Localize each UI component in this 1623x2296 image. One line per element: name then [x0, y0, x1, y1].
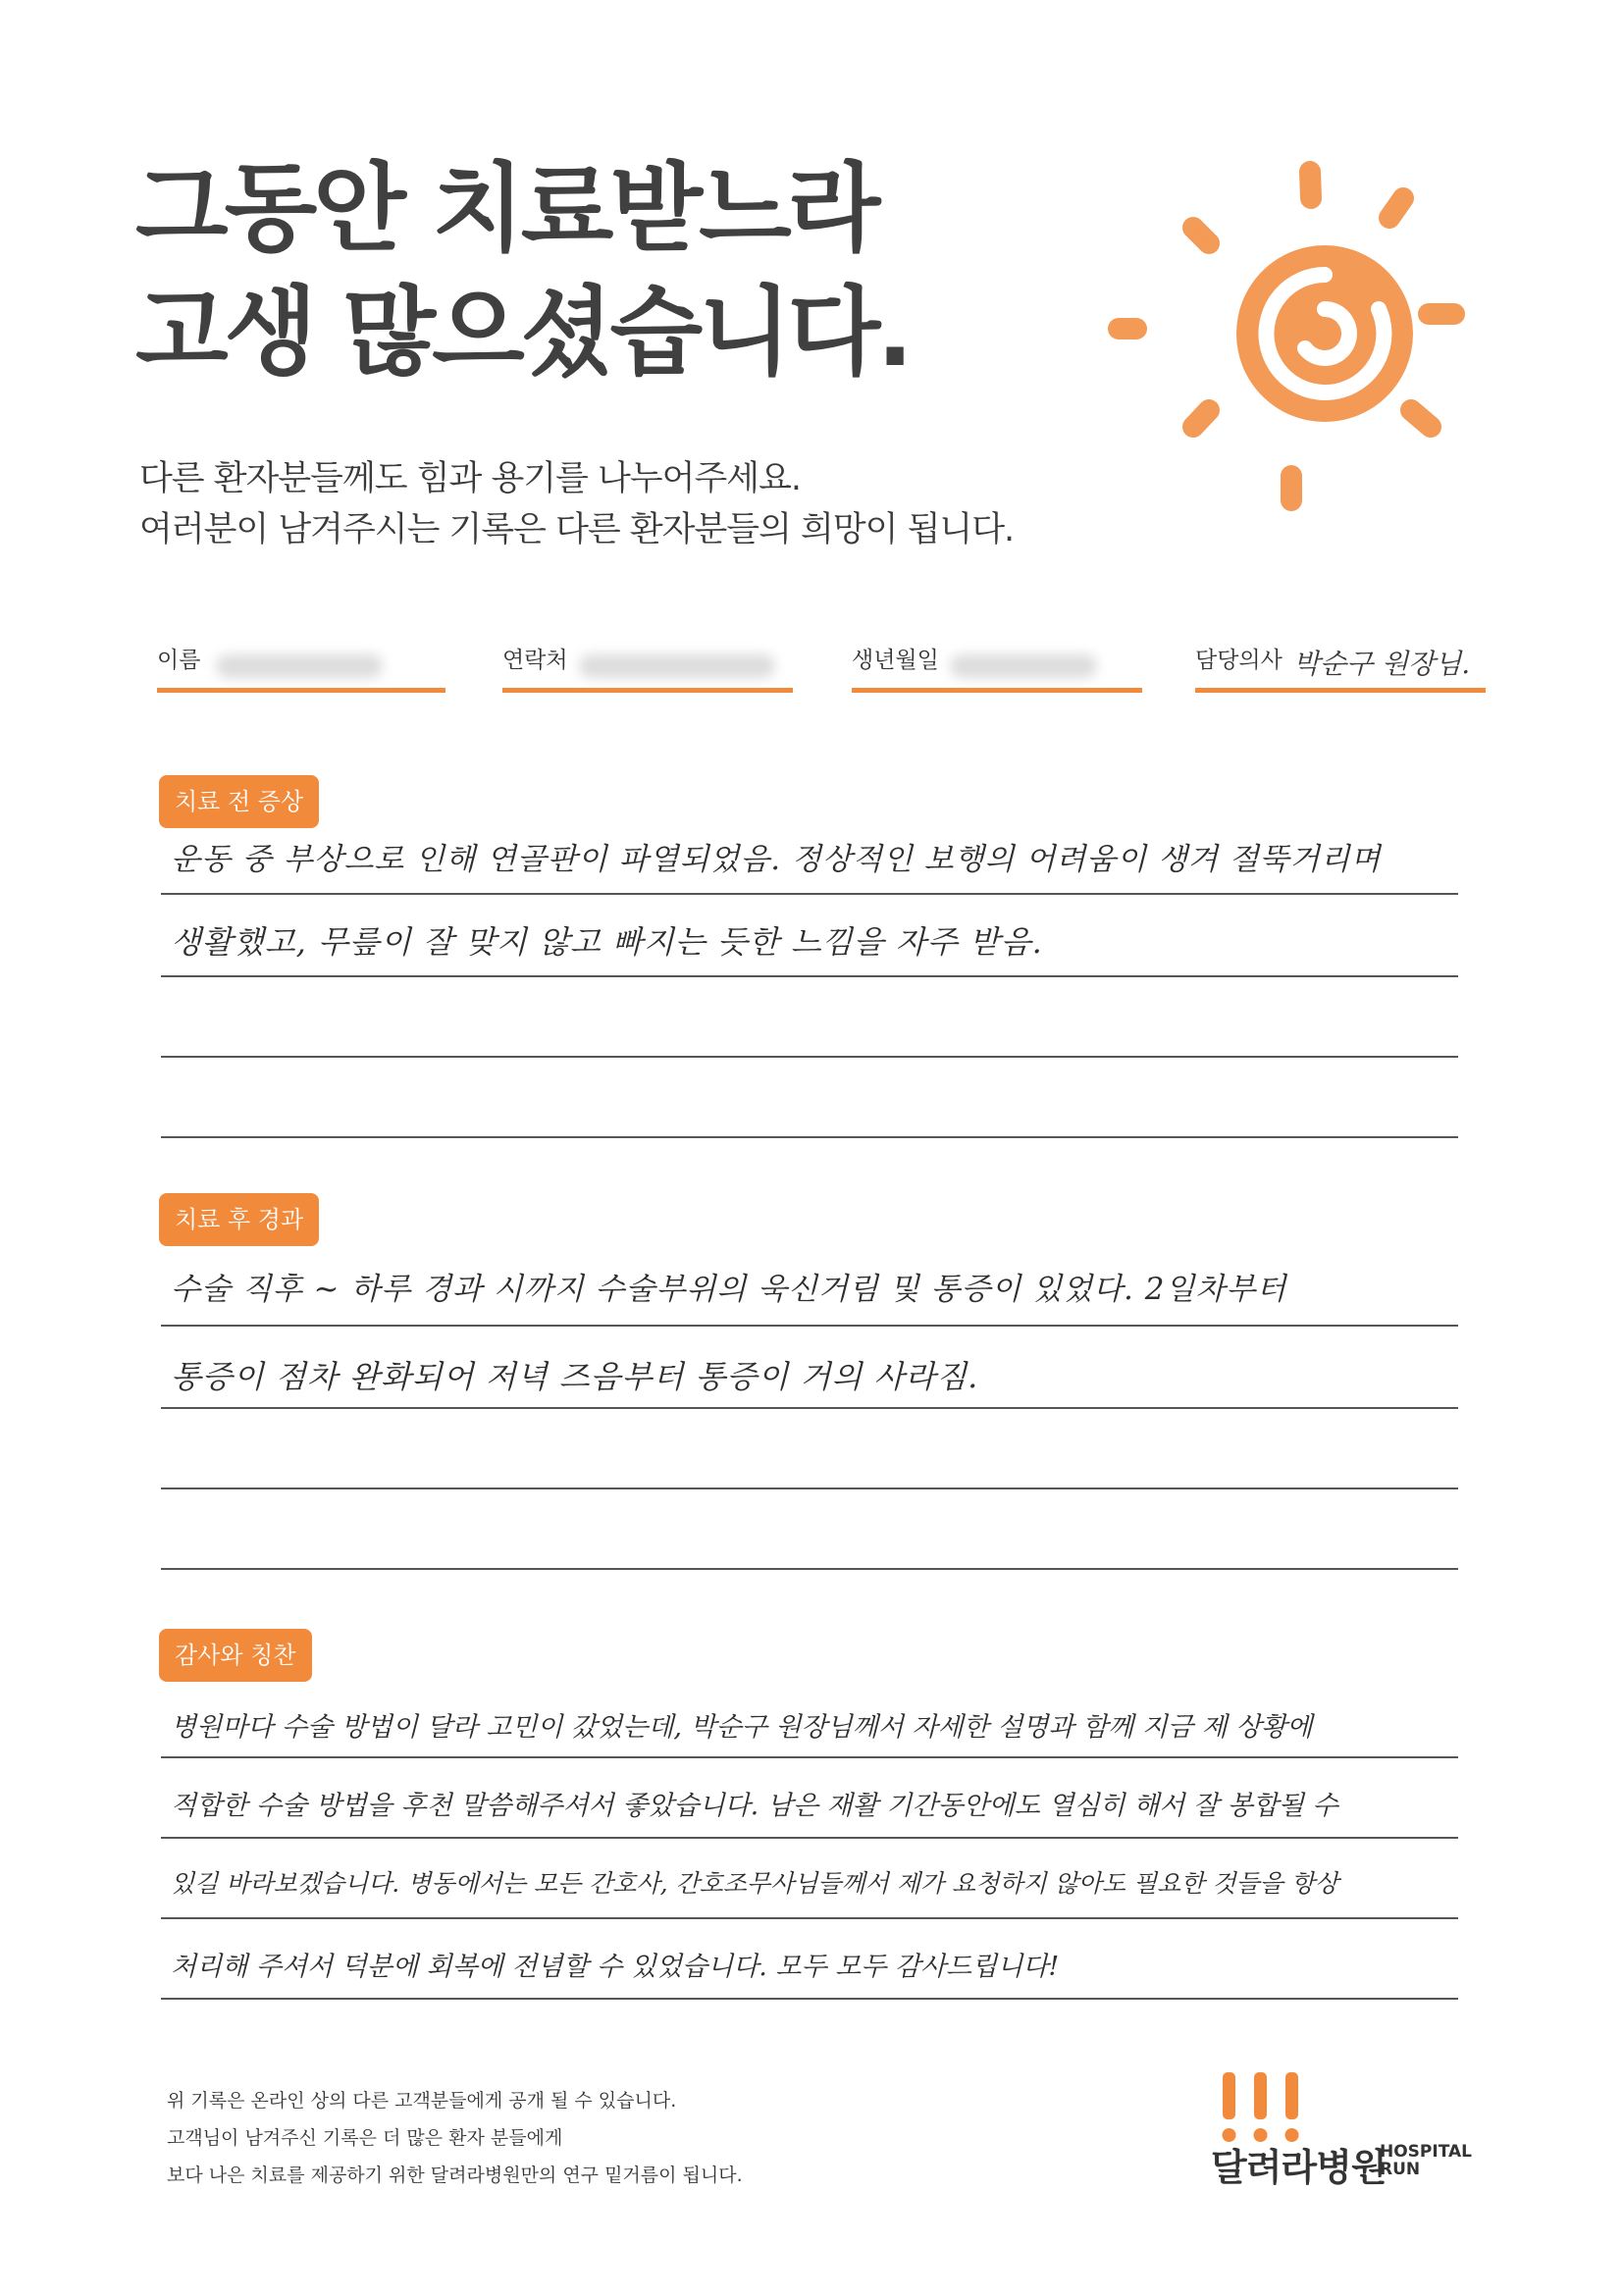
thanks-badge: 감사와 칭찬 [159, 1629, 312, 1682]
before-line-1: 운동 중 부상으로 인해 연골판이 파열되었음. 정상적인 보행의 어려움이 생겨 절뚝거리며 [171, 842, 1382, 877]
contact-field [502, 633, 793, 693]
ruled-line [161, 1056, 1458, 1058]
ruled-line [161, 1756, 1458, 1758]
after-treatment-badge: 치료 후 경과 [159, 1193, 319, 1246]
ruled-line [161, 1568, 1458, 1570]
footer-line-1: 위 기록은 온라인 상의 다른 고객분들에게 공개 될 수 있습니다. [167, 2090, 677, 2112]
after-line-2: 통증이 점차 완화되어 저녁 즈음부터 통증이 거의 사라짐. [171, 1358, 979, 1395]
logo-name: 달려라병원 [1211, 2146, 1387, 2189]
doctor-value: 박순구 원장님. [1293, 648, 1471, 680]
thanks-line-3: 있길 바라보겠습니다. 병동에서는 모든 간호사, 간호조무사님들께서 제가 요청하지 않아도 필요한 것들을 항상 [171, 1869, 1339, 1898]
ruled-line [161, 1325, 1458, 1327]
page-title [135, 147, 910, 394]
redacted-contact [579, 654, 775, 678]
ruled-line [161, 893, 1458, 895]
ruled-line [161, 1407, 1458, 1409]
thanks-line-4: 처리해 주셔서 덕분에 회복에 전념할 수 있었습니다. 모두 모두 감사드립니다! [171, 1952, 1060, 1982]
patient-info-row [0, 633, 1623, 692]
footer-line-2: 고객님이 남겨주신 기록은 더 많은 환자 분들에게 [167, 2127, 563, 2149]
logo-english-line-2: RUN [1380, 2160, 1421, 2179]
redacted-birth [950, 654, 1097, 678]
subtitle-line-2: 여러분이 남겨주시는 기록은 다른 환자분들의 희망이 됩니다. [139, 510, 1015, 549]
ruled-line [161, 1837, 1458, 1839]
ruled-line [161, 1487, 1458, 1489]
subtitle-line-1: 다른 환자분들께도 힘과 용기를 나누어주세요. [139, 459, 802, 498]
sun-icon [1099, 147, 1472, 520]
ruled-line [161, 1998, 1458, 2000]
contact-label: 연락처 [502, 648, 568, 673]
name-field [157, 633, 445, 693]
ruled-line [161, 975, 1458, 977]
thanks-line-2: 적합한 수술 방법을 후천 말씀해주셔서 좋았습니다. 남은 재활 기간동안에도 열심히 해서 잘 봉합될 수 [171, 1791, 1338, 1821]
title-line-1: 그동안 치료받느라 [135, 153, 877, 265]
logo-english [1380, 2143, 1472, 2178]
hospital-logo [1211, 2070, 1495, 2198]
birth-field [852, 633, 1142, 693]
doctor-field [1195, 633, 1486, 693]
ruled-line [161, 1917, 1458, 1919]
name-label: 이름 [157, 648, 201, 673]
doctor-label: 담당의사 [1195, 648, 1283, 673]
before-line-2: 생활했고, 무릎이 잘 맞지 않고 빠지는 듯한 느낌을 자주 받음. [171, 923, 1043, 961]
logo-english-line-1: HOSPITAL [1380, 2142, 1472, 2162]
footer-note [167, 2082, 743, 2194]
exclamation-marks-icon [1217, 2072, 1315, 2143]
before-treatment-badge: 치료 전 증상 [159, 775, 319, 828]
page-subtitle [139, 453, 1014, 555]
redacted-name [216, 654, 383, 678]
thanks-line-1: 병원마다 수술 방법이 달라 고민이 갔었는데, 박순구 원장님께서 자세한 설명과 함께 지금 제 상황에 [171, 1712, 1313, 1743]
birth-label: 생년월일 [852, 648, 939, 673]
footer-line-3: 보다 나은 치료를 제공하기 위한 달려라병원만의 연구 밑거름이 됩니다. [167, 2165, 743, 2186]
after-line-1: 수술 직후 ~ 하루 경과 시까지 수술부위의 욱신거림 및 통증이 있었다. 2일차부터 [171, 1272, 1287, 1307]
ruled-line [161, 1136, 1458, 1138]
title-line-2: 고생 많으셨습니다. [135, 277, 910, 389]
